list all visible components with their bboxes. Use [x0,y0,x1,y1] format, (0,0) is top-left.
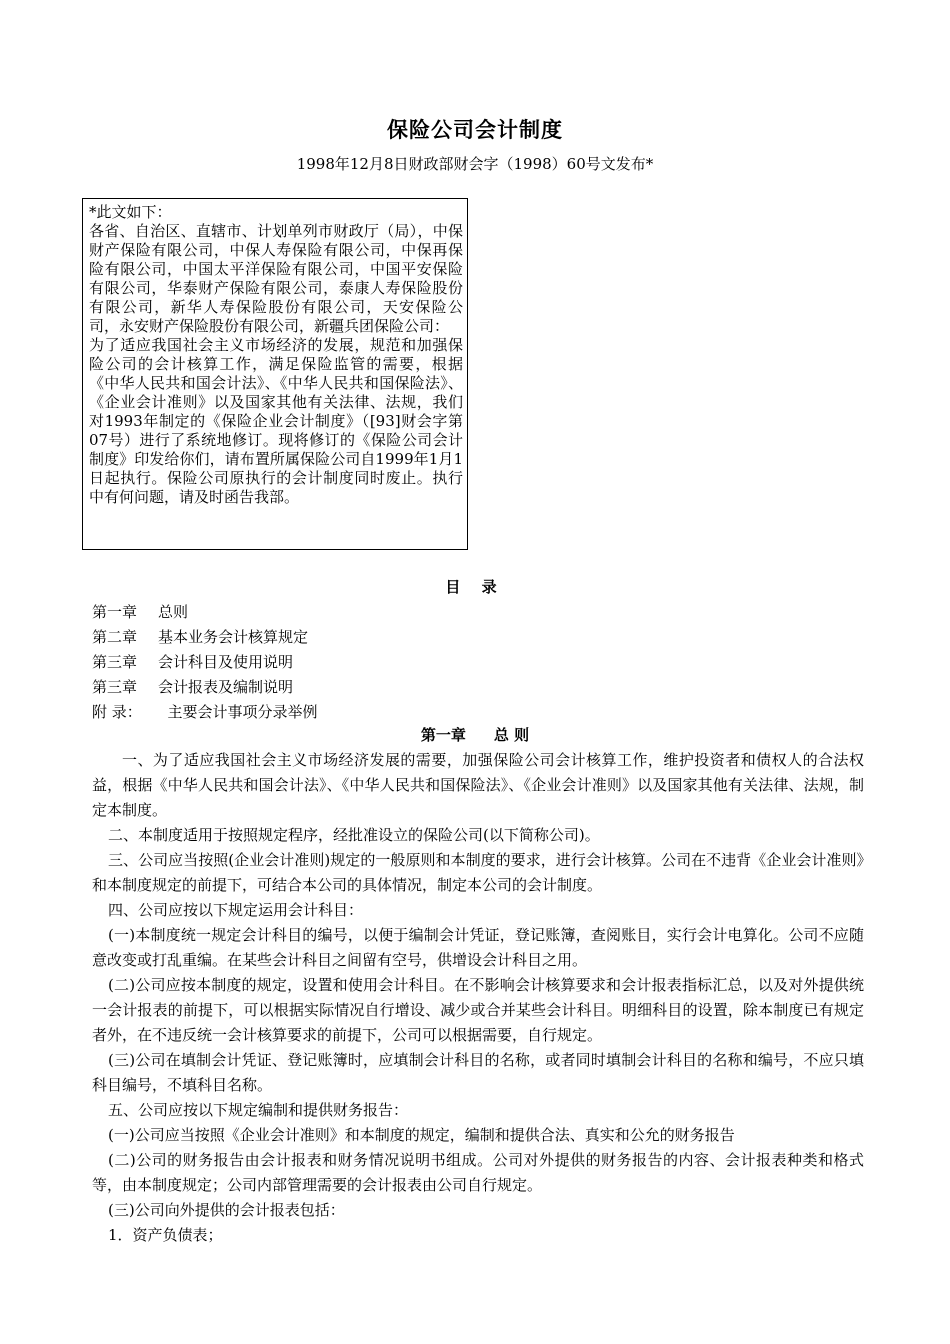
paragraph: (三)公司向外提供的会计报表包括： [108,1201,345,1219]
chapter-body [92,748,864,1248]
paragraph: (二)公司应按本制度的规定，设置和使用会计科目。在不影响会计核算要求和会计报表指标汇总，以及对外提供统一会计报表的前提下，可以根据实际情况自行增设、减少或合并某些会计科目。明细科目的设置，除本制度已有规定者外，在不违反统一会计核算要求的前提下，公司可以根据需要，自行规定。 [92,976,864,1044]
toc-item-number: 附 录： [92,703,142,721]
paragraph: (二)公司的财务报告由会计报表和财务情况说明书组成。公司对外提供的财务报告的内容、会计报表种类和格式等，由本制度规定；公司内部管理需要的会计报表由公司自行规定。 [92,1151,864,1194]
toc-item-label: 会计科目及使用说明 [158,653,294,671]
notice-addressees: 各省、自治区、直辖市、计划单列市财政厅（局），中保财产保险有限公司，中保人寿保险有限公司，中保再保险有限公司，中国太平洋保险有限公司，中国平安保险有限公司，华泰财产保险有限公司，泰康人寿保险股份有限公司，新华人寿保险股份有限公司，天安保险公司，永安财产保险股份有限公司，新疆兵团保险公司： [89,222,463,335]
paragraph: 三、公司应当按照(企业会计准则)规定的一般原则和本制度的要求，进行会计核算。公司在不违背《企业会计准则》和本制度规定的前提下，可结合本公司的具体情况，制定本公司的会计制度。 [92,851,864,894]
paragraph: 二、本制度适用于按照规定程序，经批准设立的保险公司(以下简称公司)。 [108,826,600,844]
paragraph: (一)本制度统一规定会计科目的编号，以便于编制会计凭证，登记账簿，查阅账目，实行会计电算化。公司不应随意改变或打乱重编。在某些会计科目之间留有空号，供增设会计科目之用。 [92,926,864,969]
toc-item-number: 第三章 [92,653,138,671]
toc-item-label: 基本业务会计核算规定 [158,628,309,646]
toc-item [92,625,318,650]
toc-item-number: 第三章 [92,678,138,696]
paragraph: (一)公司应当按照《企业会计准则》和本制度的规定，编制和提供合法、真实和公允的财务报告 [108,1126,735,1144]
toc-item-number: 第一章 [92,603,138,621]
toc-item-number: 第二章 [92,628,138,646]
toc-item-label: 会计报表及编制说明 [158,678,294,696]
paragraph: 一、为了适应我国社会主义市场经济发展的需要，加强保险公司会计核算工作，维护投资者和债权人的合法权益，根据《中华人民共和国会计法》、《中华人民共和国保险法》、《企业会计准则》以及国家其他有关法律、法规，制定本制度。 [92,751,864,819]
toc-item [92,650,318,675]
paragraph: 五、公司应按以下规定编制和提供财务报告： [108,1101,409,1119]
notice-text: 为了适应我国社会主义市场经济的发展，规范和加强保险公司的会计核算工作，满足保险监管的需要，根据《中华人民共和国会计法》、《中华人民共和国保险法》、《企业会计准则》以及国家其他有关法律、法规，我们对1993年制定的《保险企业会计制度》（[93]财会字第07号）进行了系统地修订。现将修订的《保险公司会计制度》印发给你们，请布置所属保险公司自1999年1月1日起执行。保险公司原执行的会计制度同时废止。执行中有何问题，请及时函告我部。 [89,336,463,506]
notice-lead: *此文如下： [89,203,172,221]
table-of-contents [92,600,318,725]
toc-item-label: 总则 [158,603,189,621]
toc-title: 目 录 [445,578,505,596]
chapter-heading [0,724,950,745]
toc-item-label: 主要会计事项分录举例 [158,703,318,721]
chapter-name: 总 则 [493,726,530,744]
paragraph: 四、公司应按以下规定运用会计科目： [108,901,364,919]
document-title: 保险公司会计制度 [387,117,563,142]
document-subtitle: 1998年12月8日财政部财会字（1998）60号文发布* [296,155,654,173]
paragraph: (三)公司在填制会计凭证、登记账簿时，应填制会计科目的名称，或者同时填制会计科目的名称和编号，不应只填科目编号，不填科目名称。 [92,1051,864,1094]
chapter-number: 第一章 [420,726,466,744]
toc-item [92,600,318,625]
toc-item [92,675,318,700]
toc-item [92,700,318,725]
notice-box [82,198,468,550]
paragraph: 1．资产负债表； [108,1226,223,1244]
